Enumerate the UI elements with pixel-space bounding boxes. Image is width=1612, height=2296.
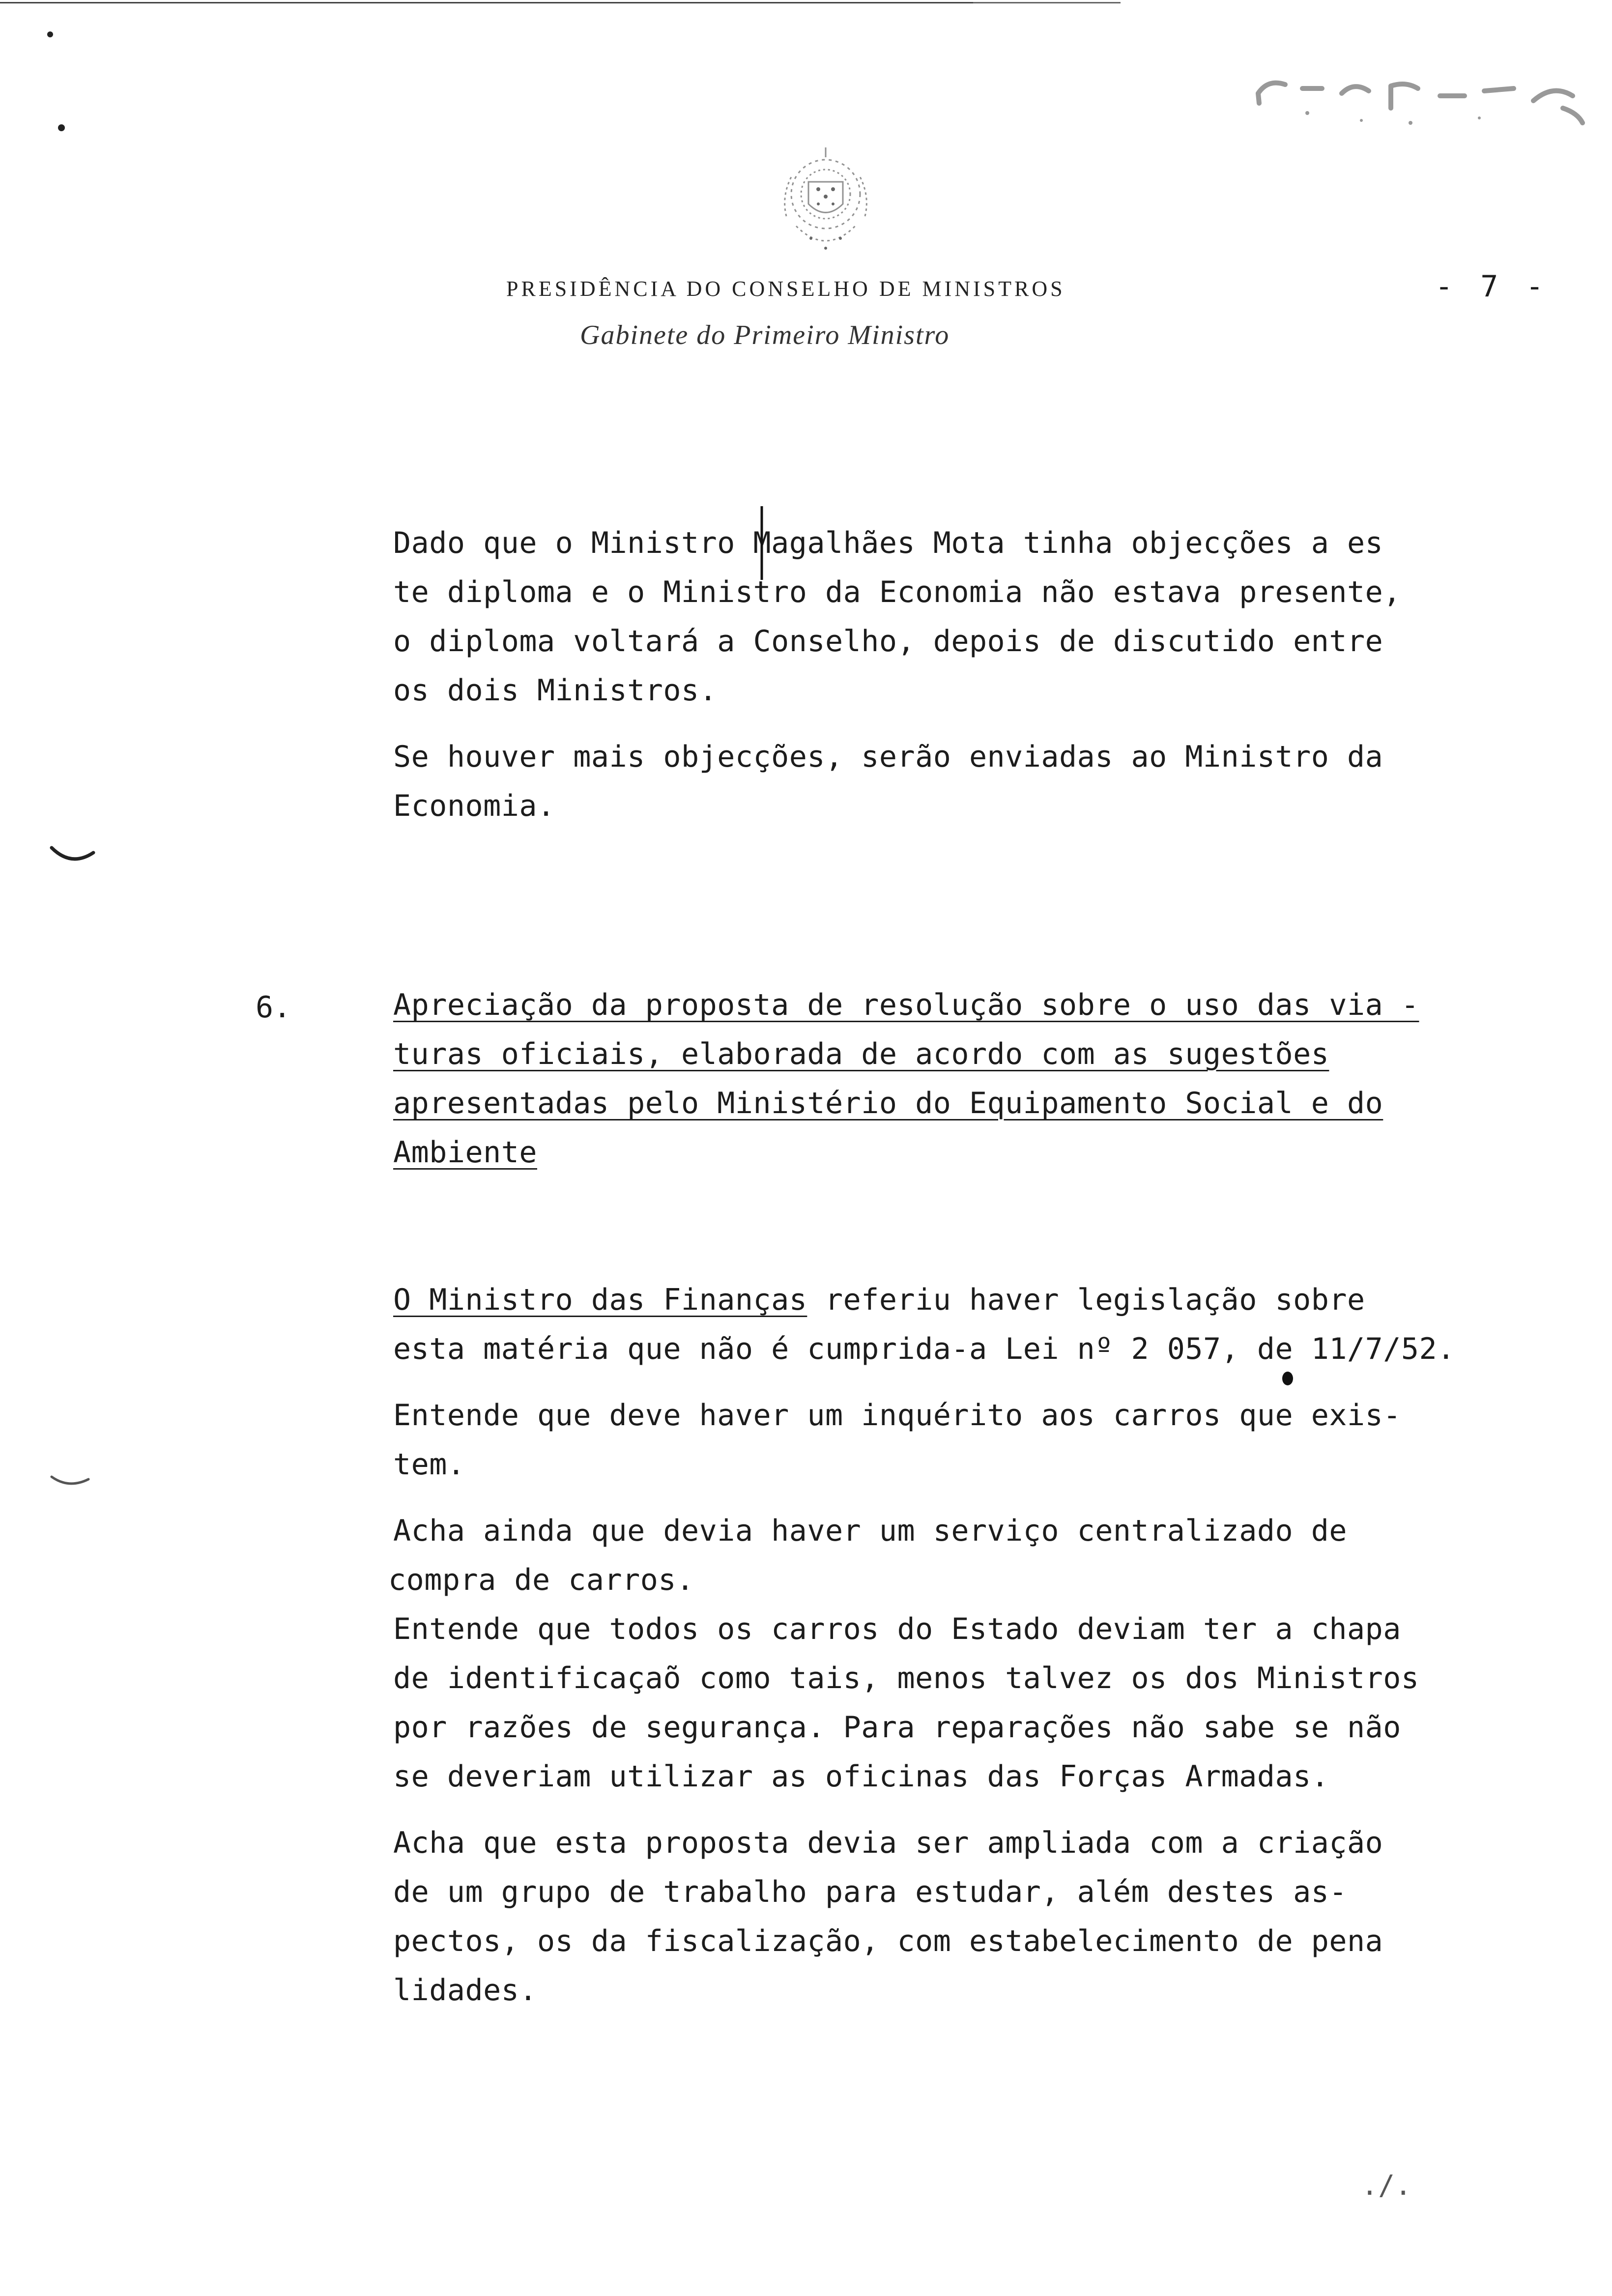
scan-speck-marks	[20, 20, 79, 167]
paragraph-line: Economia.	[393, 789, 555, 823]
coat-of-arms-seal	[767, 143, 885, 265]
faint-stamp-mark	[1248, 74, 1592, 147]
paragraph-line: Dado que o Ministro Magalhães Mota tinha objecções a es	[393, 526, 1383, 560]
speaker-name: O Ministro das Finanças	[393, 1283, 807, 1317]
paragraph-line: tem.	[393, 1447, 465, 1482]
paragraph-line: os dois Ministros.	[393, 673, 718, 708]
paragraph-line: lidades.	[393, 1973, 537, 2008]
page-number: - 7 -	[1435, 269, 1549, 304]
agenda-item-heading-line: apresentadas pelo Ministério do Equipamento Social e do	[393, 1086, 1383, 1120]
continuation-mark: ./.	[1361, 2170, 1412, 2202]
agenda-item-heading-line: Apreciação da proposta de resolução sobre o uso das via -	[393, 988, 1419, 1022]
agenda-item-heading-line: Ambiente	[393, 1135, 537, 1170]
top-border-line-segment	[973, 2, 1121, 3]
paragraph-line: esta matéria que não é cumprida-a Lei nº 2 057, de 11/7/52.	[393, 1332, 1455, 1366]
paragraph-line: pectos, os da fiscalização, com estabelecimento de pena	[393, 1924, 1383, 1958]
agenda-item-number: 6.	[256, 990, 291, 1025]
paragraph-line: Entende que todos os carros do Estado deviam ter a chapa	[393, 1612, 1401, 1646]
paragraph-line: de um grupo de trabalho para estudar, além destes as-	[393, 1875, 1348, 1909]
paragraph-text: referiu haver legislação sobre	[807, 1283, 1365, 1317]
paragraph-line: por razões de segurança. Para reparações não sabe se não	[393, 1710, 1401, 1745]
paragraph-line: se deveriam utilizar as oficinas das Forças Armadas.	[393, 1759, 1329, 1794]
paragraph-line: Acha ainda que devia haver um serviço centralizado de	[393, 1514, 1348, 1548]
paragraph-line: te diploma e o Ministro da Economia não estava presente,	[393, 575, 1401, 609]
margin-punch-mark	[47, 1469, 96, 1494]
paragraph-line	[393, 1285, 1365, 1315]
paragraph-line: compra de carros.	[388, 1563, 694, 1597]
organization-title: PRESIDÊNCIA DO CONSELHO DE MINISTROS	[506, 277, 1065, 301]
ink-spot	[1278, 1369, 1297, 1388]
margin-punch-mark	[47, 840, 101, 870]
paragraph-line: o diploma voltará a Conselho, depois de discutido entre	[393, 624, 1383, 659]
office-subtitle: Gabinete do Primeiro Ministro	[580, 320, 950, 350]
agenda-item-heading-line: turas oficiais, elaborada de acordo com as sugestões	[393, 1037, 1329, 1071]
paragraph-line: Acha que esta proposta devia ser ampliada com a criação	[393, 1826, 1383, 1860]
top-border-line	[0, 2, 1071, 3]
paragraph-line: Se houver mais objecções, serão enviadas ao Ministro da	[393, 740, 1383, 774]
paragraph-line: de identificaçaõ como tais, menos talvez os dos Ministros	[393, 1661, 1419, 1695]
paragraph-line: Entende que deve haver um inquérito aos carros que exis-	[393, 1398, 1401, 1433]
insertion-mark	[757, 506, 767, 585]
